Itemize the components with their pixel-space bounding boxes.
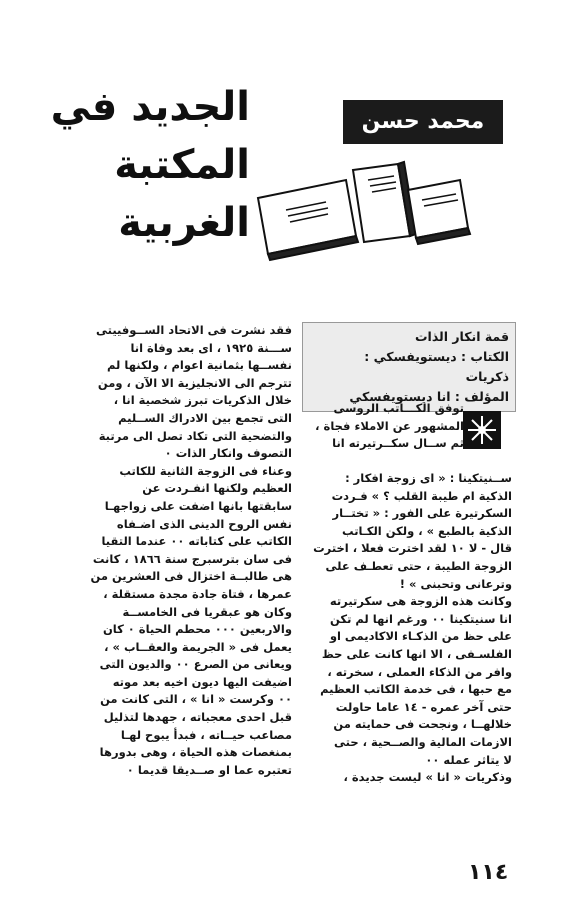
right-column-body: [300, 470, 512, 787]
text-line: خلال الذكريات تبرز شخصية انا ،: [113, 393, 292, 408]
text-line: تترجم الى الانجليزية الا الآن ، ومن: [97, 375, 292, 390]
text-line: والاربعين ٠٠٠ محطم الحياة ٠ كان: [102, 622, 292, 637]
text-line: المشهور عن الاملاء فجاة ،: [315, 418, 464, 433]
text-line: الزوجة الطيبة ، حتى تعطـف على: [325, 558, 512, 573]
text-line: وعناء فى الزوجة الثانية للكاتب: [119, 463, 292, 478]
text-line: سابقتها بانها اضفت على زواجهـا: [104, 498, 292, 513]
text-line: بمنغصات هذه الحياة ، وهى بدورها: [99, 745, 292, 760]
text-line: عمرها ، فتاة جادة مجدة مستقلة ،: [103, 586, 292, 601]
title-line-3: الغربية: [118, 200, 250, 246]
box-subtitle: ذكريات: [465, 369, 509, 384]
text-line: تعتبره عما او صــديقا قديما ٠: [126, 762, 292, 777]
text-line: قبل احدى معجباته ، جهدها لتذليل: [103, 710, 292, 725]
title-line-2: المكتبة: [114, 142, 250, 188]
book-info-box: [302, 322, 516, 412]
text-line: الازمات المالية والصــحية ، حتى: [334, 734, 512, 749]
text-line: قال - لا ١٠ لقد اخترت فعلا ، اخترت: [313, 541, 512, 556]
text-line: اضيفت اليها ديون اخيه بعد موته: [112, 674, 292, 689]
box-heading: قمة انكار الذات: [414, 329, 509, 344]
text-line: مع حبها ، فى خدمة الكاتب العظيم: [320, 682, 512, 697]
text-line: وكان هو عبقريا فى الخامســة: [122, 604, 292, 619]
text-line: السكرتيرة على الفور : « تختــار: [332, 506, 512, 521]
author-banner: محمد حسن: [343, 100, 503, 144]
article-title: [50, 78, 250, 252]
text-line: نفســها بثمانية اعوام ، ولكنها لم: [107, 358, 292, 373]
text-line: ثم ســال سكــرتيرته انا: [332, 436, 464, 451]
text-line: وترعانى وتحبنى » !: [399, 576, 512, 591]
text-line: انا سنيتكينا ٠٠ ورغم انها لم تكن: [330, 611, 512, 626]
text-line: العظيم ولكنها انفـردت عن: [142, 481, 292, 496]
text-line: يعمل فى « الجريمة والعقــاب » ،: [104, 639, 292, 654]
text-line: فقد نشرت فى الاتحاد الســوفييتى: [96, 323, 292, 337]
books-illustration-icon: [228, 150, 478, 270]
text-line: التصوف وانكار الذات ٠: [164, 446, 292, 461]
left-column-body: [80, 322, 292, 779]
box-book: الكتاب : ديستويفسكي :: [364, 349, 509, 364]
text-line: ســنيتكينا : « اى زوجة افكار :: [345, 471, 512, 485]
text-line: ويعانى من الصرع ٠٠ والديون التى: [99, 657, 292, 672]
text-line: وكانت هذه الزوجة هى سكرتيرته: [329, 594, 512, 609]
text-line: لا يتاثر عمله ٠٠: [425, 752, 512, 767]
text-line: توفق الكـــاتب الروسى: [333, 401, 464, 415]
text-line: وذكريات « انا » ليست جديدة ،: [343, 770, 512, 785]
text-line: ســـنة ١٩٢٥ ، اى بعد وفاة انا: [130, 340, 292, 355]
text-line: نفس الروح الدينى الذى اضـفاه: [116, 516, 292, 531]
text-line: ٠٠ وكرست « انا » ، التى كانت من: [100, 692, 292, 707]
box-author: المؤلف : انا ديستويفسكي: [349, 389, 509, 404]
text-line: خلالهــا ، ونجحت فى حمايته من: [333, 717, 512, 732]
text-line: الذكية بالطبع » ، ولكن الكـاتب: [342, 523, 512, 538]
text-line: والتضحية التى تكاد تصل الى مرتبة: [98, 428, 292, 443]
text-line: هى طالبــة اختزال فى العشرين من: [90, 569, 292, 584]
title-line-1: الجديد في: [50, 84, 250, 130]
text-line: حتى آخر عمره - ١٤ عاما حاولت: [335, 699, 512, 714]
text-line: فى سان بترسبرج سنة ١٨٦٦ ، كانت: [92, 551, 292, 566]
text-line: الكاتب على كتاباته ٠٠ عندما التقيا: [101, 534, 292, 549]
right-column-top: [300, 400, 512, 453]
text-line: التى تجمع بين الادراك الســليم: [118, 410, 292, 425]
text-line: على حظ من الذكـاء الاكاديمى او: [329, 629, 512, 644]
text-line: الذكية ام طيبة القلب ؟ » فـردت: [331, 488, 512, 503]
page-number: ١١٤: [468, 860, 509, 885]
text-line: الفلسـفى ، الا انها كانت على حظ: [321, 646, 512, 661]
text-line: وافر من الذكاء العملى ، سخرته ،: [327, 664, 512, 679]
text-line: مصاعب حيــاته ، فبدأ يبوح لهـا: [120, 727, 292, 742]
